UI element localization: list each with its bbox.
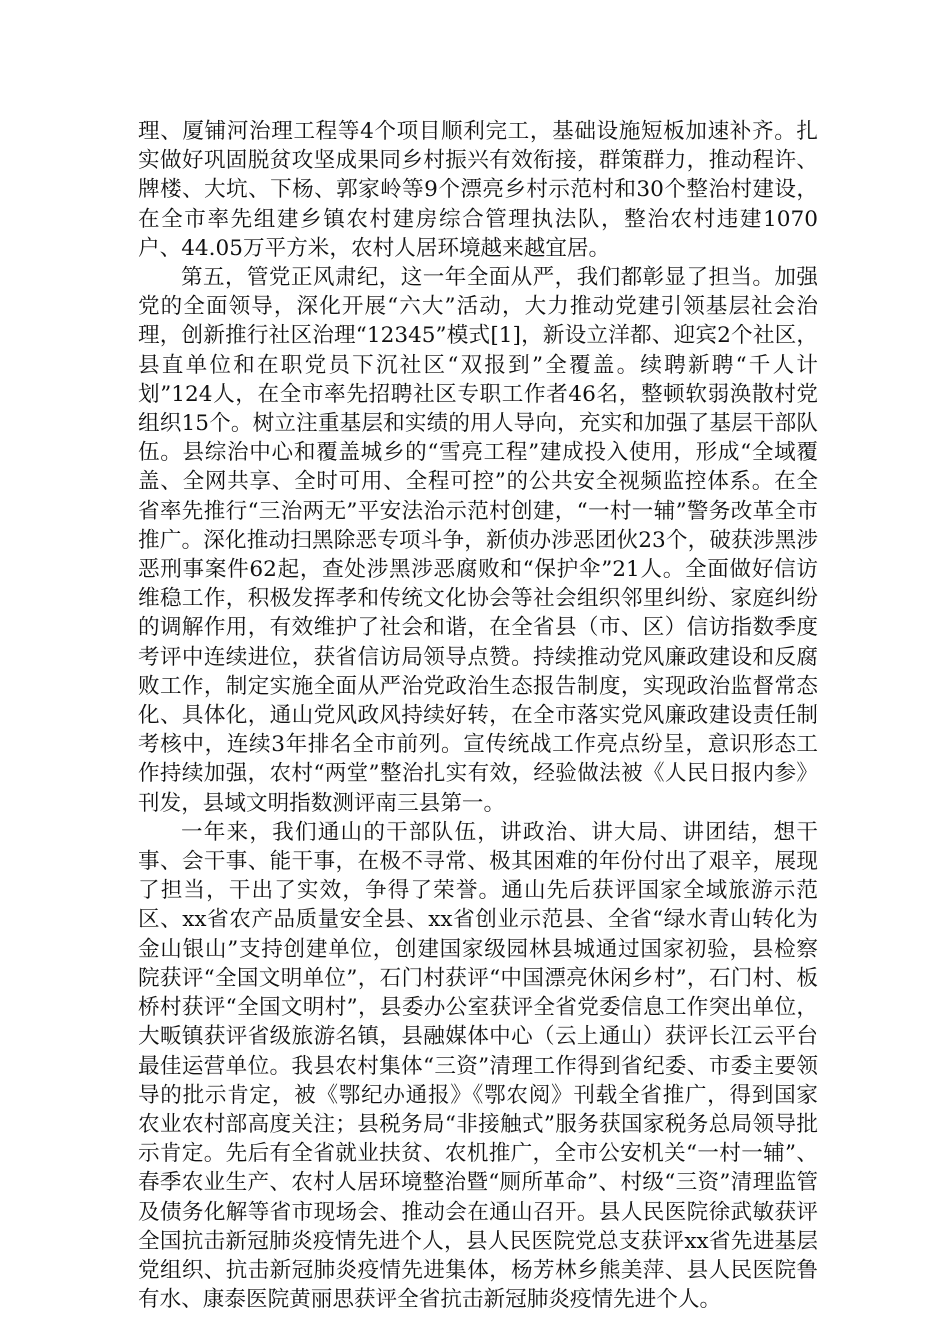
paragraph-infrastructure-rural: 理、厦铺河治理工程等4个项目顺利完工，基础设施短板加速补齐。扎实做好巩固脱贫攻坚成果同乡村振兴有效衔接，群策群力，推动程许、牌楼、大坑、下杨、郭家岭等9个漂亮乡村示范村和30个整治村建设，在全市率先组建乡镇农村建房综合管理执法队，整治农村违建1070户、44.05万平方米，农村人居环境越来越宜居。 — [138, 119, 818, 261]
paragraph-achievements-honors: 一年来，我们通山的干部队伍，讲政治、讲大局、讲团结，想干事、会干事、能干事，在极不寻常、极其困难的年份付出了艰辛，展现了担当，干出了实效，争得了荣誉。通山先后获评国家全域旅游示范区、xx省农产品质量安全县、xx省创业示范县、全省“绿水青山转化为金山银山”支持创建单位，创建国家级园林县城通过国家初验，县检察院获评“全国文明单位”，石门村获评“中国漂亮休闲乡村”，石门村、板桥村获评“全国文明村”，县委办公室获评全省党委信息工作突出单位，大畈镇获评省级旅游名镇，县融媒体中心（云上通山）获评长江云平台最佳运营单位。我县农村集体“三资”清理工作得到省纪委、市委主要领导的批示肯定，被《鄂纪办通报》《鄂农阅》刊载全省推广，得到国家农业农村部高度关注；县税务局“非接触式”服务获国家税务总局领导批示肯定。先后有全省就业扶贫、农机推广，全市公安机关“一村一辅”、春季农业生产、农村人居环境整治暨“厕所革命”、村级“三资”清理监管及债务化解等省市现场会、推动会在通山召开。县人民医院徐武敏获评全国抗击新冠肺炎疫情先进个人，县人民医院党总支获评xx省先进基层党组织、抗击新冠肺炎疫情先进集体，杨芳林乡熊美萍、县人民医院鲁有水、康泰医院黄丽思获评全省抗击新冠肺炎疫情先进个人。 — [138, 819, 818, 1313]
paragraph-party-discipline: 第五，管党正风肃纪，这一年全面从严，我们都彰显了担当。加强党的全面领导，深化开展“六大”活动，大力推动党建引领基层社会治理，创新推行社区治理“12345”模式[1]，新设立洋都、迎宾2个社区，县直单位和在职党员下沉社区“双报到”全覆盖。续聘新聘“千人计划”124人，在全市率先招聘社区专职工作者46名，整顿软弱涣散村党组织15个。树立注重基层和实绩的用人导向，充实和加强了基层干部队伍。县综治中心和覆盖城乡的“雪亮工程”建成投入使用，形成“全域覆盖、全网共享、全时可用、全程可控”的公共安全视频监控体系。在全省率先推行“三治两无”平安法治示范村创建，“一村一辅”警务改革全市推广。深化推动扫黑除恶专项斗争，新侦办涉恶团伙23个，破获涉黑涉恶刑事案件62起，查处涉黑涉恶腐败和“保护伞”21人。全面做好信访维稳工作，积极发挥孝和传统文化协会等社会组织邻里纠纷、家庭纠纷的调解作用，有效维护了社会和谐，在全省县（市、区）信访指数季度考评中连续进位，获省信访局领导点赞。持续推动党风廉政建设和反腐败工作，制定实施全面从严治党政治生态报告制度，实现政治监督常态化、具体化，通山党风政风持续好转，在全市落实党风廉政建设责任制考核中，连续3年排名全市前列。宣传统战工作亮点纷呈，意识形态工作持续加强，农村“两堂”整治扎实有效，经验做法被《人民日报内参》刊发，县域文明指数测评南三县第一。 — [138, 265, 818, 816]
document-body — [138, 117, 818, 1314]
